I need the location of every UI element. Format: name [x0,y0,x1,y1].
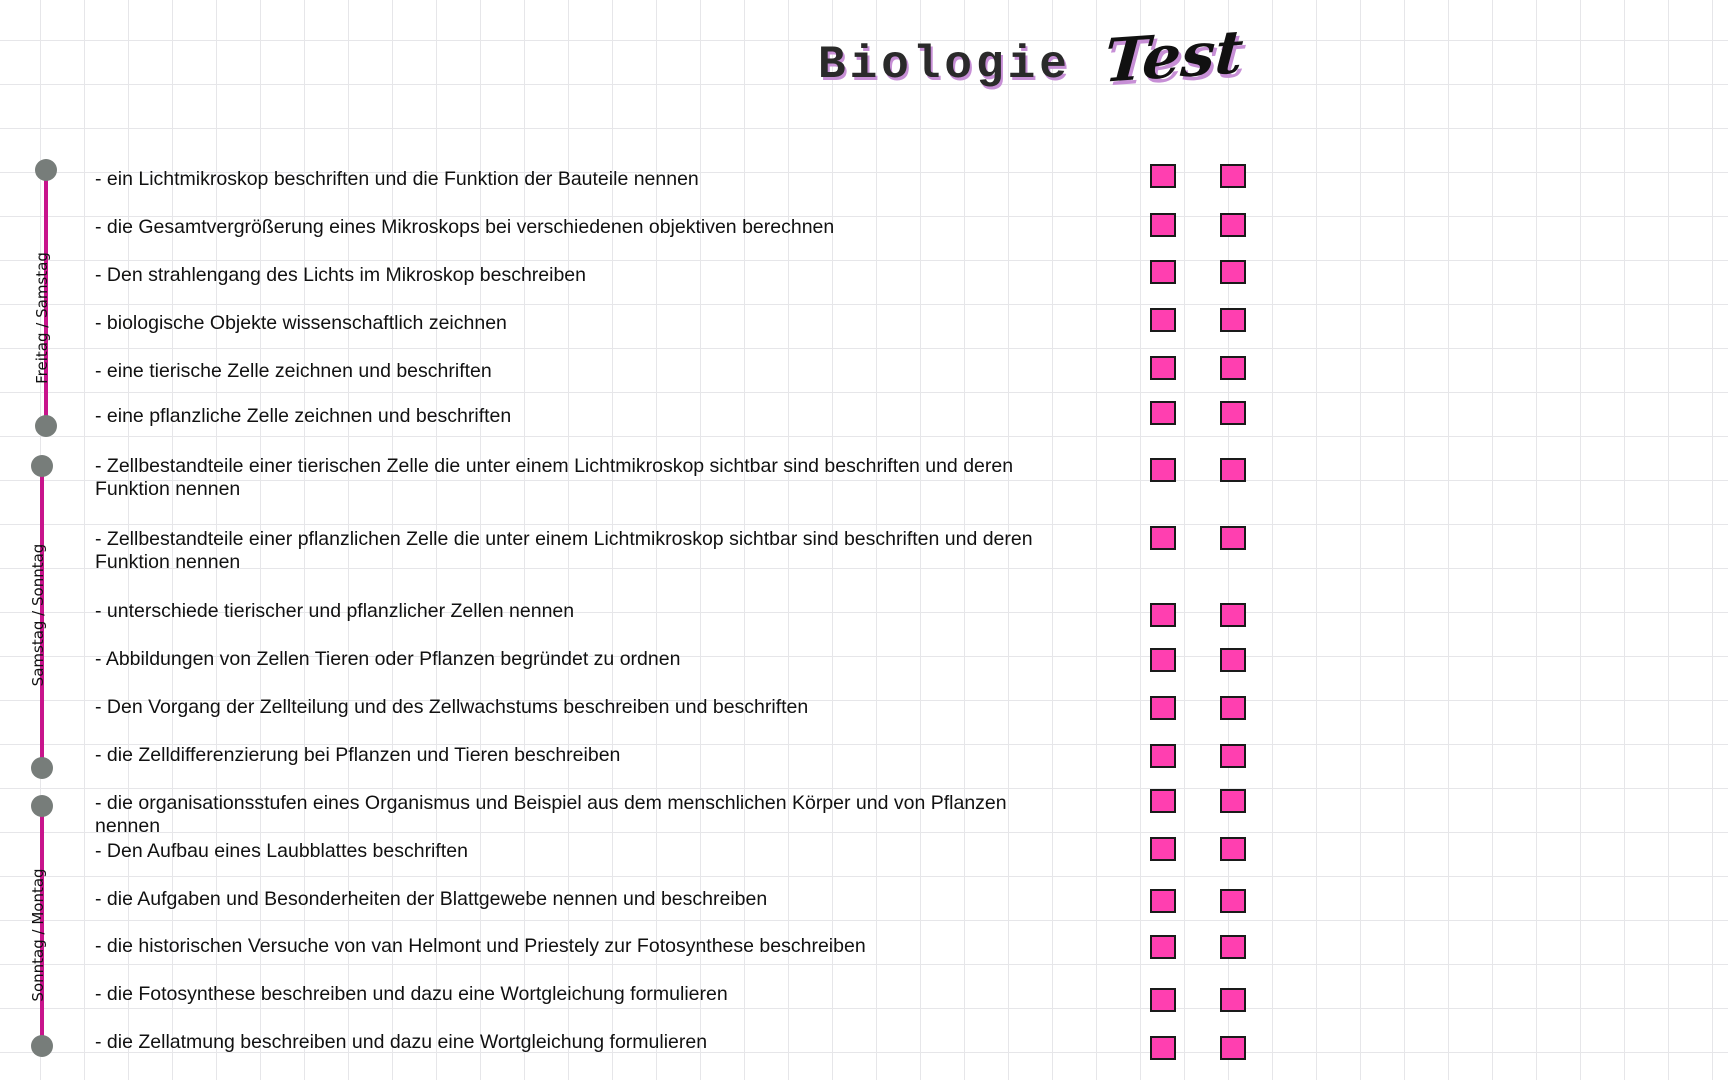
task-item: - Abbildungen von Zellen Tieren oder Pflanzen begründet zu ordnen [95,648,681,670]
task-item: - die organisationsstufen eines Organismus und Beispiel aus dem menschlichen Körper und von Pflanzen nennen [95,792,1007,837]
task-item: - die historischen Versuche von van Helmont und Priestely zur Fotosynthese beschreiben [95,935,866,957]
task-item: - ein Lichtmikroskop beschriften und die Funktion der Bauteile nennen [95,168,699,190]
checkbox-second-pass[interactable] [1220,889,1246,913]
timeline-end-dot [35,415,57,437]
task-item: - Den strahlengang des Lichts im Mikroskop beschreiben [95,264,586,286]
task-item: - Den Aufbau eines Laubblattes beschriften [95,840,468,862]
timeline-start-dot [35,159,57,181]
checkbox-first-pass[interactable] [1150,935,1176,959]
timeline-end-dot [31,757,53,779]
checkbox-first-pass[interactable] [1150,401,1176,425]
checkbox-second-pass[interactable] [1220,837,1246,861]
timeline-start-dot [31,455,53,477]
task-item: - unterschiede tierischer und pflanzlicher Zellen nennen [95,600,575,622]
checkbox-second-pass[interactable] [1220,356,1246,380]
task-item: - die Zelldifferenzierung bei Pflanzen und Tieren beschreiben [95,744,621,766]
checkbox-second-pass[interactable] [1220,789,1246,813]
title-accent: Test [1101,17,1246,97]
checkbox-first-pass[interactable] [1150,603,1176,627]
checkbox-first-pass[interactable] [1150,789,1176,813]
checkbox-second-pass[interactable] [1220,458,1246,482]
task-item: - Zellbestandteile einer pflanzlichen Zelle die unter einem Lichtmikroskop sichtbar sind beschriften und deren Funktion nennen [95,528,1033,573]
task-item: - eine pflanzliche Zelle zeichnen und beschriften [95,405,512,427]
checkbox-first-pass[interactable] [1150,744,1176,768]
checkbox-first-pass[interactable] [1150,648,1176,672]
checkbox-second-pass[interactable] [1220,213,1246,237]
timeline-start-dot [31,795,53,817]
checkbox-first-pass[interactable] [1150,164,1176,188]
checkbox-second-pass[interactable] [1220,696,1246,720]
checkbox-first-pass[interactable] [1150,458,1176,482]
task-item: - die Gesamtvergrößerung eines Mikroskops bei verschiedenen objektiven berechnen [95,216,835,238]
checkbox-second-pass[interactable] [1220,744,1246,768]
checkbox-second-pass[interactable] [1220,260,1246,284]
timeline-label: Samstag / Sonntag [29,543,47,687]
task-item: - die Aufgaben und Besonderheiten der Blattgewebe nennen und beschreiben [95,888,768,910]
timeline-label: Sonntag / Montag [29,868,47,1002]
checkbox-first-pass[interactable] [1150,213,1176,237]
checkbox-second-pass[interactable] [1220,164,1246,188]
task-item: - die Fotosynthese beschreiben und dazu eine Wortgleichung formulieren [95,983,728,1005]
checkbox-first-pass[interactable] [1150,1036,1176,1060]
checkbox-second-pass[interactable] [1220,935,1246,959]
task-item: - Zellbestandteile einer tierischen Zelle die unter einem Lichtmikroskop sichtbar sind beschriften und deren Funktion nennen [95,455,1014,500]
checkbox-first-pass[interactable] [1150,696,1176,720]
checkbox-second-pass[interactable] [1220,648,1246,672]
checkbox-first-pass[interactable] [1150,308,1176,332]
checkbox-second-pass[interactable] [1220,1036,1246,1060]
checkbox-first-pass[interactable] [1150,356,1176,380]
task-item: - biologische Objekte wissenschaftlich zeichnen [95,312,507,334]
task-item: - Den Vorgang der Zellteilung und des Zellwachstums beschreiben und beschriften [95,696,809,718]
checkbox-second-pass[interactable] [1220,988,1246,1012]
task-item: - die Zellatmung beschreiben und dazu eine Wortgleichung formulieren [95,1031,708,1053]
checkbox-first-pass[interactable] [1150,889,1176,913]
checkbox-second-pass[interactable] [1220,308,1246,332]
timeline-label: Freitag / Samstag [33,252,51,384]
timeline-end-dot [31,1035,53,1057]
checkbox-first-pass[interactable] [1150,988,1176,1012]
checkbox-second-pass[interactable] [1220,401,1246,425]
page-title [818,17,1246,97]
checkbox-first-pass[interactable] [1150,526,1176,550]
checkbox-second-pass[interactable] [1220,526,1246,550]
title-word: Biologie [818,39,1071,91]
checkbox-first-pass[interactable] [1150,260,1176,284]
checkbox-second-pass[interactable] [1220,603,1246,627]
task-item: - eine tierische Zelle zeichnen und beschriften [95,360,492,382]
checkbox-first-pass[interactable] [1150,837,1176,861]
